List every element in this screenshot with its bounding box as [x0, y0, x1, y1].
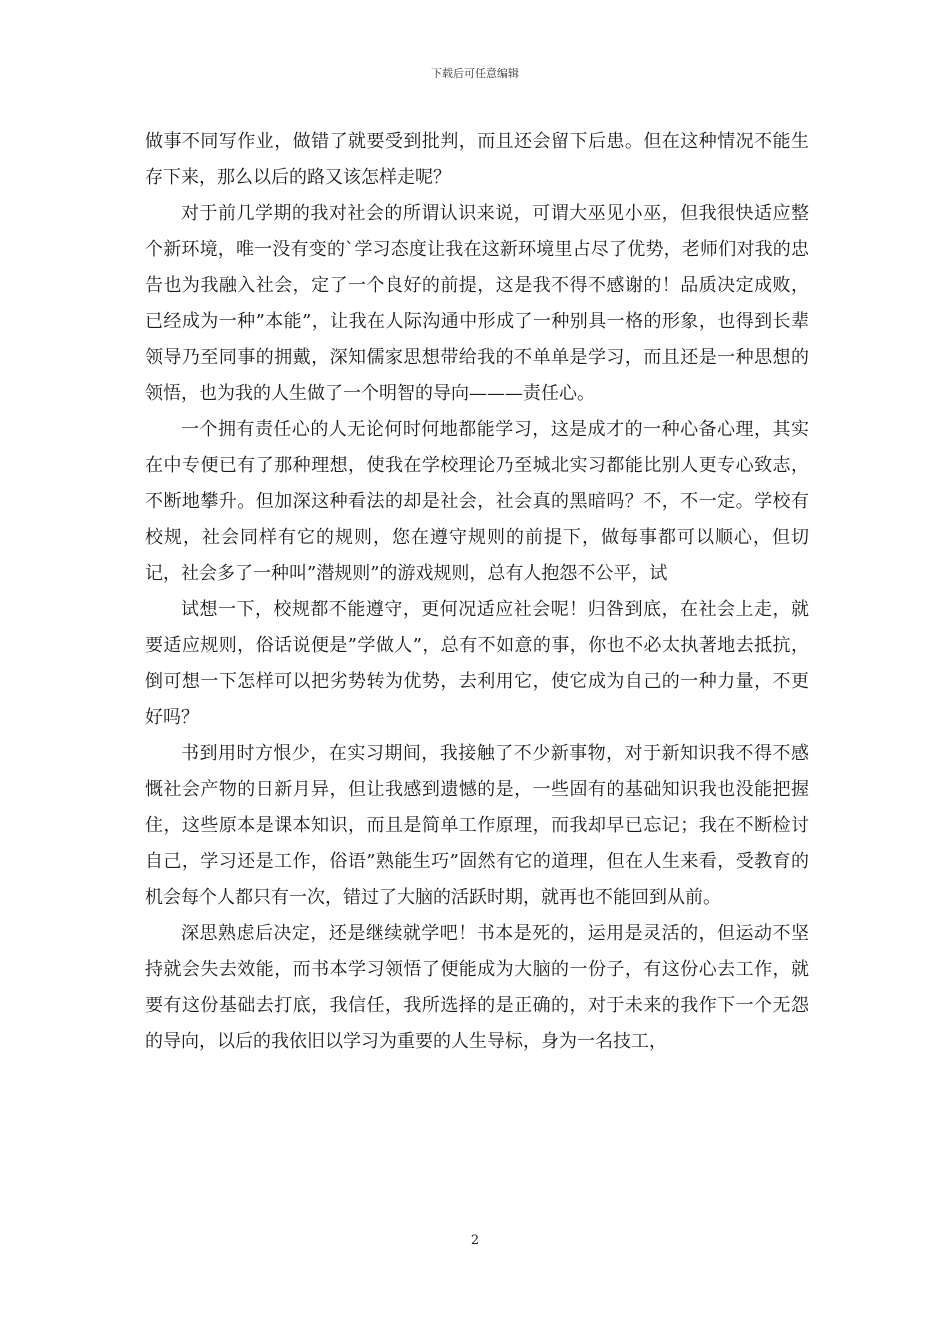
- page-number: 2: [470, 1233, 480, 1248]
- paragraph-5: 书到用时方恨少，在实习期间，我接触了不少新事物，对于新知识我不得不感慨社会产物的日新月异，但让我感到遗憾的是，一些固有的基础知识我也没能把握住，这些原本是课本知识，而且是简单工作原理，而我却早已忘记；我在不断检讨自己，学习还是工作，俗语”熟能生巧”固然有它的道理，但在人生来看，受教育的机会每个人都只有一次，错过了大脑的活跃时期，就再也不能回到从前。: [145, 743, 809, 908]
- paragraph-6: 深思熟虑后决定，还是继续就学吧！书本是死的，运用是灵活的，但运动不坚持就会失去效能，而书本学习领悟了便能成为大脑的一份子，有这份心去工作，就要有这份基础去打底，我信任，我所选择的是正确的，对于未来的我作下一个无怨的导向，以后的我依旧以学习为重要的人生导标，身为一名技工，: [145, 923, 809, 1052]
- paragraph-2: 对于前几学期的我对社会的所谓认识来说，可谓大巫见小巫，但我很快适应整个新环境，唯一没有变的`学习态度让我在这新环境里占尽了优势，老师们对我的忠告也为我融入社会，定了一个良好的前提，这是我不得不感谢的！品质决定成败，已经成为一种”本能”，让我在人际沟通中形成了一种别具一格的形象，也得到长辈领导乃至同事的拥戴，深知儒家思想带给我的不单单是学习，而且还是一种思想的领悟，也为我的人生做了一个明智的导向———责任心。: [145, 203, 809, 404]
- document-body: [145, 124, 809, 1060]
- paragraph-3: 一个拥有责任心的人无论何时何地都能学习，这是成才的一种心备心理，其实在中专便已有了那种理想，使我在学校理论乃至城北实习都能比别人更专心致志，不断地攀升。但加深这种看法的却是社会，社会真的黑暗吗？不，不一定。学校有校规，社会同样有它的规则，您在遵守规则的前提下，做每事都可以顺心，但切记，社会多了一种叫”潜规则”的游戏规则，总有人抱怨不公平，试: [145, 419, 809, 584]
- paragraph-1: 做事不同写作业，做错了就要受到批判，而且还会留下后患。但在这种情况不能生存下来，那么以后的路又该怎样走呢？: [145, 131, 809, 188]
- page-header: 下载后可任意编辑: [431, 67, 519, 80]
- paragraph-4: 试想一下，校规都不能遵守，更何况适应社会呢！归咎到底，在社会上走，就要适应规则，俗话说便是”学做人”，总有不如意的事，你也不必太执著地去抵抗，倒可想一下怎样可以把劣势转为优势，去利用它，使它成为自己的一种力量，不更好吗？: [145, 599, 809, 728]
